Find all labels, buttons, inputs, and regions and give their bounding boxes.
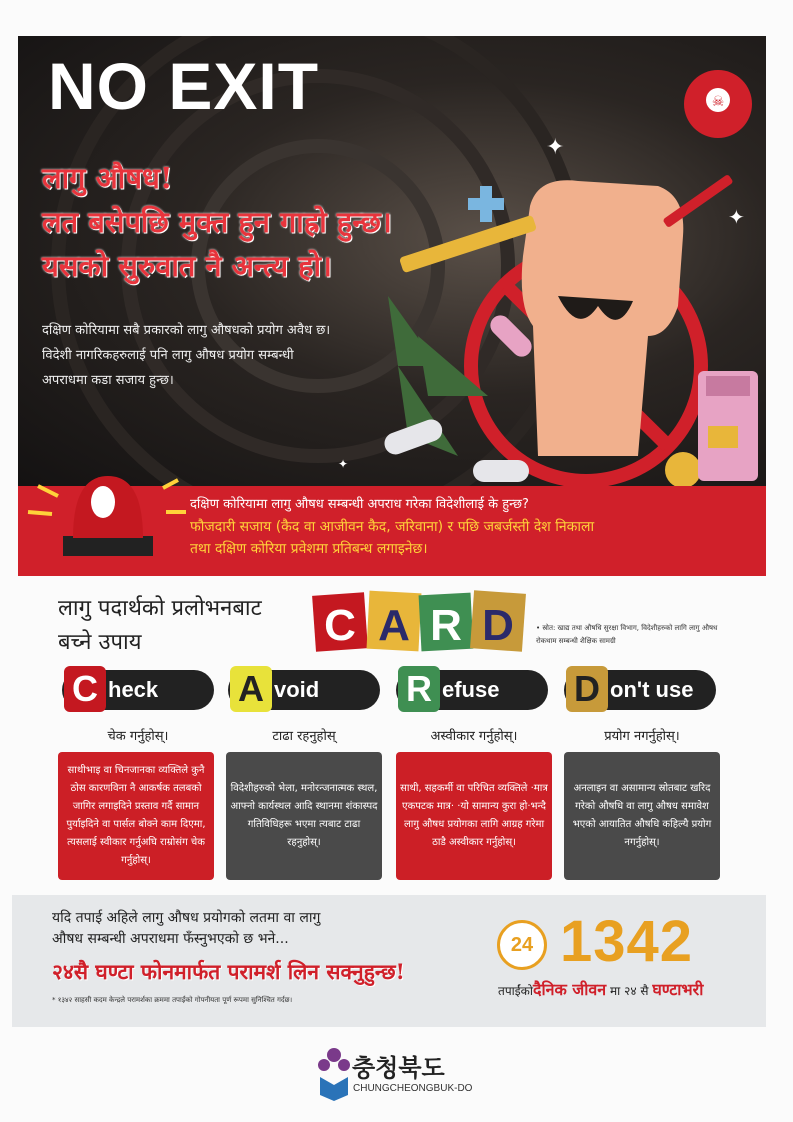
step-caption: चेक गर्नुहोस्। [107,729,169,744]
card-logo-letter: C [324,601,356,650]
warning-question: दक्षिण कोरियामा लागु औषध सम्बन्धी अपराध गरेका विदेशीलाई के हुन्छ? [190,497,529,512]
step-caption: टाढा रहनुहोस् [272,729,336,744]
step-dont-use [564,670,716,710]
headline-line: यसको सुरुवात नै अन्त्य हो। [42,249,333,283]
warning-answer: फौजदारी सजाय (कैद वा आजीवन कैद, जरिवाना) र पछि जबर्जस्ती देश निकाला [190,519,595,535]
warning-answer: तथा दक्षिण कोरिया प्रवेशमा प्रतिबन्ध लगाइनेछ। [190,541,428,557]
helpline-headline: २४सै घण्टा फोनमार्फत परामर्श लिन सक्नुहुन्छ! [52,959,405,984]
card-title-line: लागु पदार्थको प्रलोभनबाट [58,596,262,621]
hotline-sub-emphasis: घण्टाभरी [652,980,704,999]
province-name-en: CHUNGCHEONGBUK-DO [353,1083,473,1094]
warning-text [190,494,760,560]
step-caption: अस्वीकार गर्नुहोस्। [430,729,518,744]
card-logo-letter: D [482,601,514,650]
syringe [399,215,537,273]
step-detail-text: विदेशीहरुको भेला, मनोरन्जनात्मक स्थल, आफ्नो कार्यस्थल आदि स्थानमा शंकास्पद गतिविधिहरू भएमा त्यबाट टाढा रहनुहोस्। [230,783,378,848]
step-letter: C [64,666,106,712]
step-detail [58,752,214,880]
card-logo-letter: R [430,601,462,650]
step-detail-text: साथी, सहकर्मी वा परिचित व्यक्तिले ·मात्र एकपटक मात्र· ·यो सामान्य कुरा हो·भन्दै लागु औषध प्रयोगका लागि आग्रह गरेमा ठाडै अस्वीकार गर्नुहोस्। [400,783,548,848]
headline-line: लागु औषध! [42,161,173,195]
step-caption: प्रयोग नगर्नुहोस्। [604,729,680,744]
siren-icon [18,466,188,556]
province-logo [318,1045,350,1101]
step-word: heck [108,677,159,702]
card-section-title [58,592,262,660]
hotline-sub-text: मा २४ सै [609,984,649,998]
helpline-question-line: यदि तपाई अहिले लागु औषध प्रयोगको लतमा वा लागु [52,910,321,926]
intro-line: विदेशी नागरिकहरुलाई पनि लागु औषध प्रयोग सम्बन्धी [42,348,294,363]
step-word: on't use [610,677,694,702]
step-refuse [396,670,548,710]
step-letter: A [230,666,272,712]
helpline-question-line: औषध सम्बन्धी अपराधमा फँस्नुभएको छ भने... [52,931,289,947]
svg-text:☠: ☠ [711,94,725,110]
fist [522,180,684,456]
intro-line: दक्षिण कोरियामा सबै प्रकारको लागु औषधको प्रयोग अवैध छ। [42,323,331,338]
poster-title: NO EXIT [48,49,320,123]
privacy-note: * १३४२ साहसी कदम केन्द्रले परामर्शका क्रममा तपाईंको गोपनीयता पूर्ण रूपमा सुनिश्चित गर्दछ। [52,996,293,1004]
card-title-line: बच्ने उपाय [58,630,142,655]
svg-text:✦: ✦ [338,457,349,471]
step-avoid [228,670,380,710]
intro-line: अपराधमा कडा सजाय हुन्छ। [42,373,174,388]
hotline-sub-text: तपाईंको [498,984,533,998]
headline [42,156,392,288]
svg-text:✦: ✦ [728,205,745,229]
helpline-question [52,908,320,950]
step-word: void [274,677,320,702]
source-note: • स्रोत: खाद्य तथा औषधि सुरक्षा विभाग, विदेशीहरुको लागि लागु औषध रोकथाम सम्बन्धी शैक्षिक सामग्री [536,624,718,645]
step-detail [564,752,720,880]
svg-text:✦: ✦ [546,135,565,160]
intro-text [42,318,442,393]
card-logo-letter: A [378,601,410,650]
hotline-subtitle [498,978,703,1000]
step-detail [396,752,552,880]
step-detail [226,752,382,880]
headline-line: लत बसेपछि मुक्त हुन गाह्रो हुन्छ। [42,205,392,239]
step-letter: D [566,666,608,712]
step-word: efuse [442,677,500,702]
province-name-ko: 충청북도 [352,1054,445,1082]
hotline-number: 1342 [560,909,694,974]
step-letter: R [398,666,440,712]
card-logo [312,590,526,654]
step-check [62,670,214,710]
hotline-sub-emphasis: दैनिक जीवन [532,980,607,999]
step-detail-text: साथीभाइ वा चिनजानका व्यक्तिले कुनै ठोस कारणविना नै आकर्षक तलबको जागिर लगाइदिने प्रस्ताव गर्दै सामान पुर्याइदिने वा पार्सल बोक्ने काम दिएमा, त्यसलाई स्वीकार गर्नुअघि राम्रोसंग चेक गर्नुहोस्। [66,765,206,866]
clock-24-icon: 24 [497,920,547,970]
step-detail-text: अनलाइन वा असामान्य स्रोतबाट खरिद गरेको औषधि वा लागु औषध समावेश भएको आयातित औषधि कहिल्यै प्रयोग नगर्नुहोस्। [572,783,712,848]
